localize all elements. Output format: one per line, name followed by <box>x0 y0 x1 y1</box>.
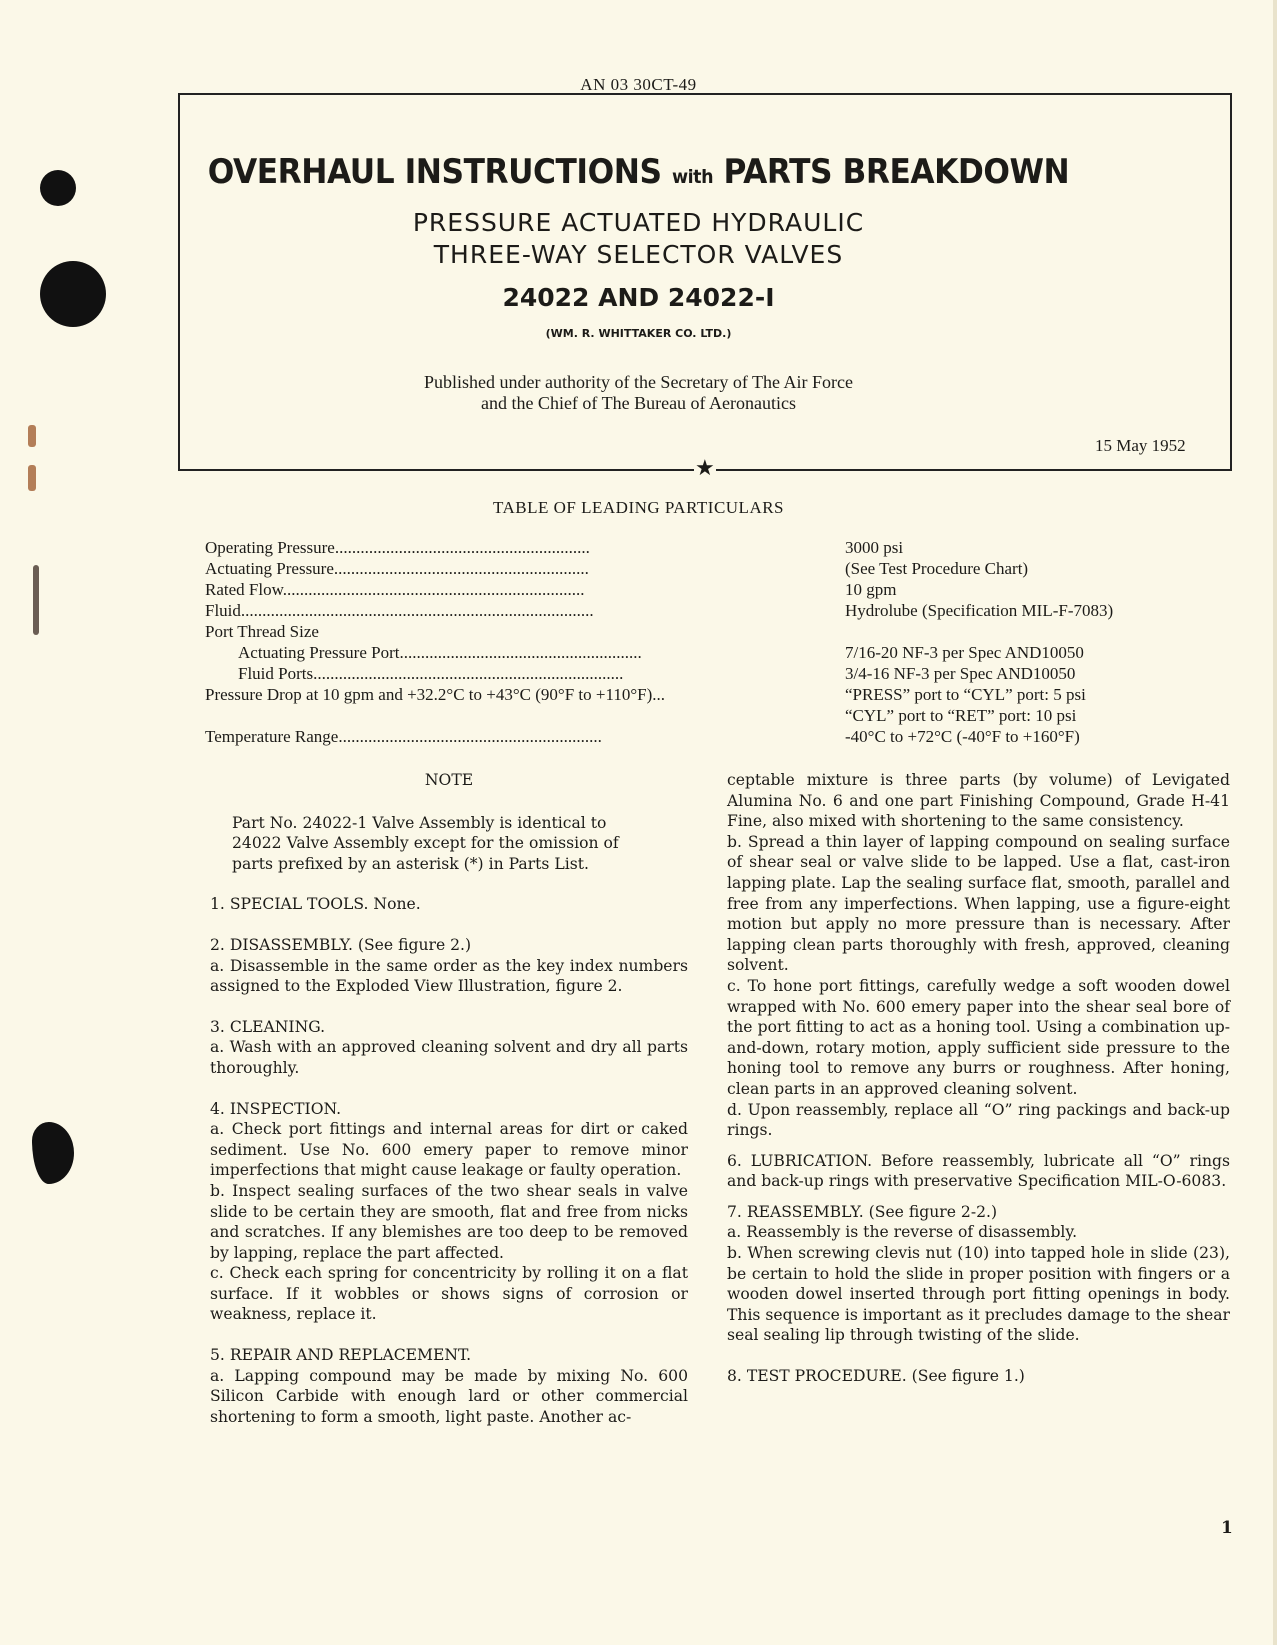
row-label: Actuating Pressure Port......................................................... <box>238 643 642 662</box>
row-label: Port Thread Size <box>205 622 319 641</box>
table-row <box>205 684 1205 705</box>
binder-hole-torn-icon <box>32 1122 74 1184</box>
row-value: 10 gpm <box>845 580 897 599</box>
section-repair-heading: 5. REPAIR AND REPLACEMENT. <box>210 1346 472 1365</box>
reassembly-step-b: b. When screwing clevis nut (10) into tapped hole in slide (23), be certain to hold the slide in proper position with fingers or a wooden dowel inserted through port fitting openings in body. This sequence is important as it precludes damage to the shear seal sealing lip through twisting of the slide. <box>727 1244 1230 1345</box>
title-part1: OVERHAUL INSTRUCTIONS <box>207 152 662 192</box>
section-cleaning-heading: 3. CLEANING. <box>210 1017 326 1036</box>
page-number: 1 <box>1221 1518 1233 1538</box>
title-part2: PARTS BREAKDOWN <box>723 152 1070 192</box>
row-label: Actuating Pressure............................................................ <box>205 559 589 578</box>
leading-particulars-title: TABLE OF LEADING PARTICULARS <box>492 498 785 517</box>
title-with: with <box>671 166 714 188</box>
model-numbers: 24022 AND 24022-I <box>502 283 775 312</box>
authority-line1: Published under authority of the Secretary of The Air Force <box>423 372 854 392</box>
inspection-step-b: b. Inspect sealing surfaces of the two shear seals in valve slide to be certain they are smooth, flat and free from nicks and scratches. If any blemishes are too deep to be removed by lapping, replace the part affected. <box>210 1181 688 1262</box>
table-row <box>205 537 1205 558</box>
manufacturer: (WM. R. WHITTAKER CO. LTD.) <box>545 327 732 340</box>
star-icon: ★ <box>695 456 715 481</box>
document-number: AN 03 30CT-49 <box>580 75 697 94</box>
row-value: (See Test Procedure Chart) <box>845 559 1029 578</box>
note-heading: NOTE <box>424 771 474 789</box>
cleaning-step-a: a. Wash with an approved cleaning solvent and dry all parts thoroughly. <box>210 1038 688 1077</box>
section-special-tools: 1. SPECIAL TOOLS. None. <box>210 895 421 914</box>
inspection-step-a: a. Check port fittings and internal areas for dirt or caked sediment. Use No. 600 emery paper to remove minor imperfections that might cause leakage or faulty operation. <box>210 1120 688 1180</box>
title-box <box>178 93 1232 471</box>
disassembly-step-a: a. Disassemble in the same order as the key index numbers assigned to the Exploded View Illustration, figure 2. <box>210 956 688 996</box>
right-column <box>727 770 1230 1387</box>
main-title <box>51 152 1226 192</box>
publication-date: 15 May 1952 <box>1095 436 1186 455</box>
section-reassembly-heading: 7. REASSEMBLY. (See figure 2-2.) <box>727 1202 998 1221</box>
repair-step-c: c. To hone port fittings, carefully wedge a soft wooden dowel wrapped with No. 600 emery paper into the shear seal bore of the port fitting to act as a honing tool. Using a combination up-and-down, rotary motion, apply sufficient side pressure to the honing tool to remove any burrs or roughness. After honing, clean parts in an approved cleaning solvent. <box>727 976 1230 1098</box>
section-inspection-heading: 4. INSPECTION. <box>210 1099 342 1118</box>
table-row <box>205 663 1205 684</box>
repair-step-a-part1: a. Lapping compound may be made by mixing No. 600 Silicon Carbide with enough lard or other commercial shortening to form a smooth, light paste. Another ac- <box>210 1366 688 1426</box>
note-text: Part No. 24022-1 Valve Assembly is identical to 24022 Valve Assembly except for the omission of parts prefixed by an asterisk (*) in Parts List. <box>232 813 619 873</box>
subtitle-line1: PRESSURE ACTUATED HYDRAULIC <box>412 208 865 237</box>
left-column <box>210 770 688 1427</box>
row-label: Operating Pressure............................................................ <box>205 538 590 557</box>
row-value: “CYL” port to “RET” port: 10 psi <box>845 706 1077 725</box>
authority-statement <box>0 372 1277 414</box>
rust-stain <box>28 425 36 447</box>
row-value: 7/16-20 NF-3 per Spec AND10050 <box>845 643 1084 662</box>
table-row <box>205 600 1205 621</box>
row-label: Rated Flow....................................................................... <box>205 580 585 599</box>
row-value: Hydrolube (Specification MIL-F-7083) <box>845 601 1114 620</box>
row-label: Fluid................................................................................... <box>205 601 594 620</box>
table-row <box>205 579 1205 600</box>
row-label <box>205 705 825 726</box>
repair-step-b: b. Spread a thin layer of lapping compound on sealing surface of shear seal or valve slide to be lapped. Use a flat, cast-iron lapping plate. Lap the sealing surface flat, smooth, parallel and free from any imperfections. When lapping, use a figure-eight motion but apply no more pressure than is necessary. After lapping clean parts thoroughly with fresh, approved, cleaning solvent. <box>727 832 1230 975</box>
row-label: Fluid Ports......................................................................... <box>238 664 624 683</box>
table-row <box>205 558 1205 579</box>
row-value: 3000 psi <box>845 538 904 557</box>
subtitle-line2: THREE-WAY SELECTOR VALVES <box>433 240 844 269</box>
inspection-step-c: c. Check each spring for concentricity by rolling it on a flat surface. If it wobbles or shows signs of corrosion or weakness, replace it. <box>210 1264 688 1324</box>
table-row <box>205 642 1205 663</box>
section-test-procedure: 8. TEST PROCEDURE. (See figure 1.) <box>727 1367 1025 1386</box>
section-lubrication: 6. LUBRICATION. Before reassembly, lubricate all “O” rings and back-up rings with preservative Specification MIL-O-6083. <box>727 1151 1230 1191</box>
authority-line2: and the Chief of The Bureau of Aeronautics <box>480 393 797 413</box>
row-value: 3/4-16 NF-3 per Spec AND10050 <box>845 664 1076 683</box>
table-row <box>205 621 1205 642</box>
table-row <box>205 726 1205 747</box>
row-value: “PRESS” port to “CYL” port: 5 psi <box>845 685 1086 704</box>
row-value <box>825 621 845 642</box>
row-label: Temperature Range.............................................................. <box>205 727 602 746</box>
repair-step-d: d. Upon reassembly, replace all “O” ring packings and back-up rings. <box>727 1100 1230 1140</box>
leading-particulars-table <box>205 537 1205 747</box>
repair-step-a-part2: ceptable mixture is three parts (by volume) of Levigated Alumina No. 6 and one part Finishing Compound, Grade H-41 Fine, also mixed with shortening to the same consistency. <box>727 771 1230 831</box>
rust-stain <box>33 565 39 635</box>
row-label: Pressure Drop at 10 gpm and +32.2°C to +43°C (90°F to +110°F)... <box>205 685 666 704</box>
rust-stain <box>28 465 36 491</box>
row-value: -40°C to +72°C (-40°F to +160°F) <box>845 727 1080 746</box>
section-disassembly-heading: 2. DISASSEMBLY. (See figure 2.) <box>210 935 472 954</box>
reassembly-step-a: a. Reassembly is the reverse of disassembly. <box>727 1223 1078 1242</box>
table-row <box>205 705 1205 726</box>
